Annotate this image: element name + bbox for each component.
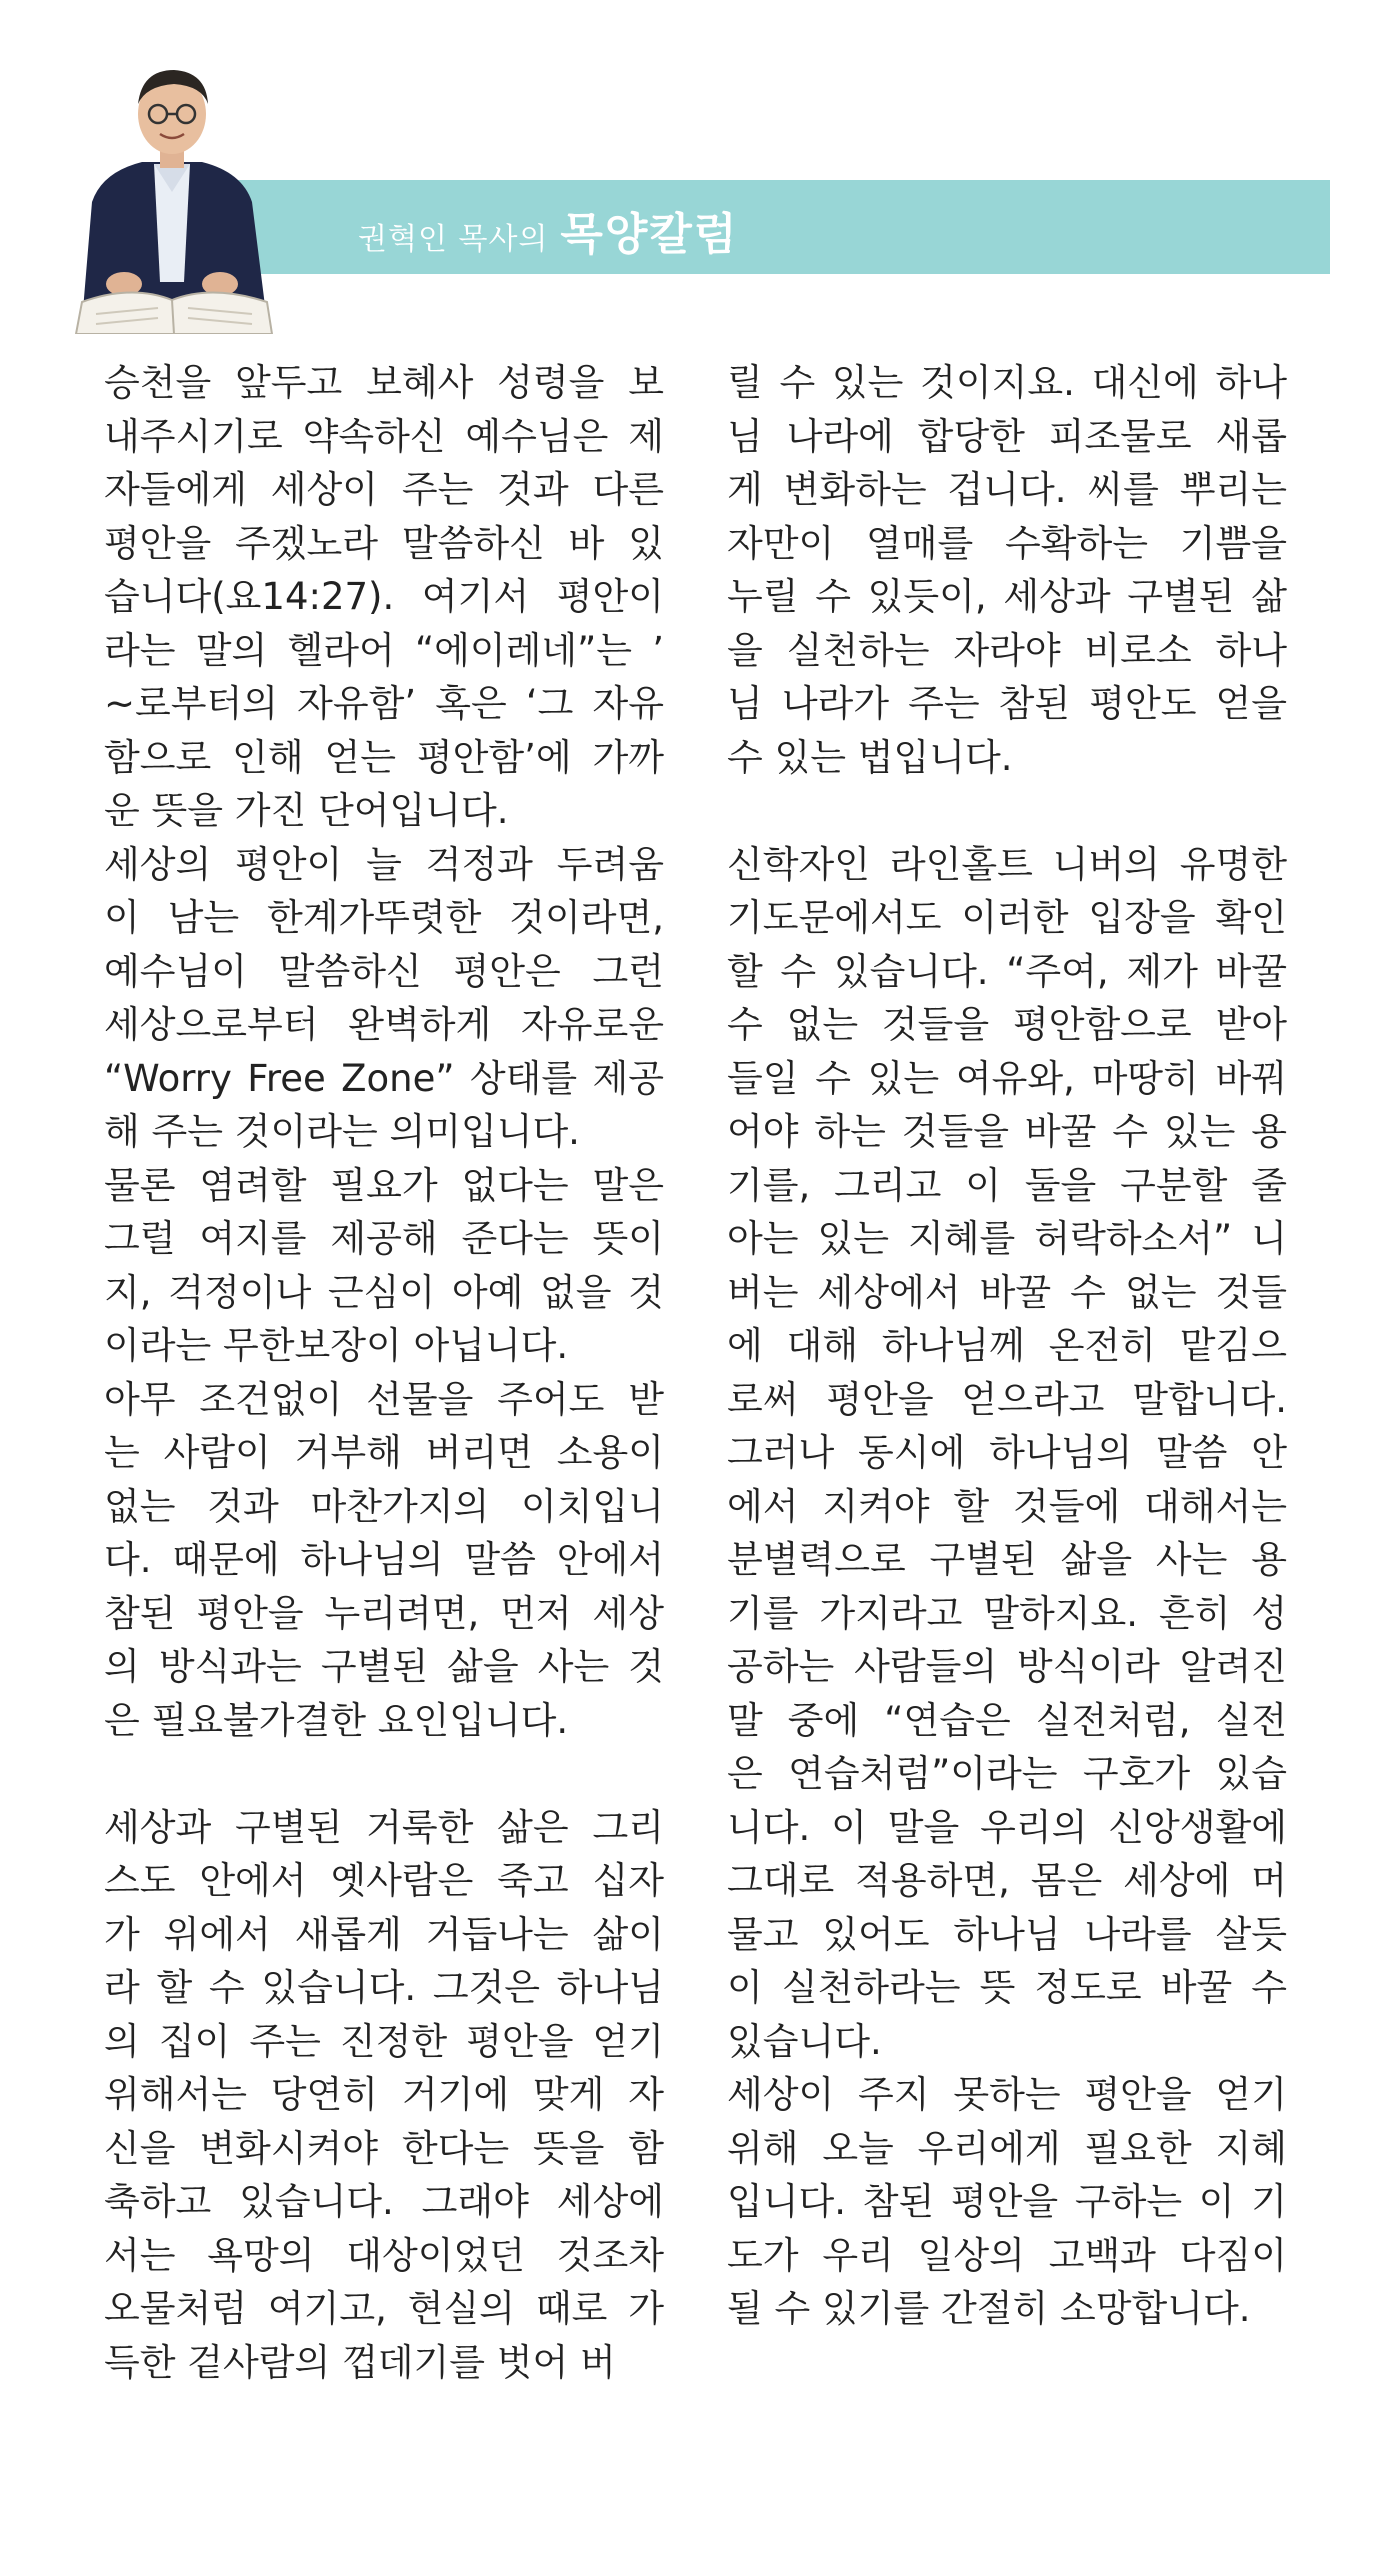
text-line: 라는 말의 헬라어 “에이레네”는 ’ [104,628,664,672]
text-line: 세상의 평안이 늘 걱정과 두려움 [104,842,664,886]
text-line: 물고 있어도 하나님 나라를 살듯 [727,1912,1287,1956]
text-line: 어야 하는 것들을 바꿀 수 있는 용 [727,1110,1287,1153]
text-line: 은 필요불가결한 요인입니다. [104,1698,569,1742]
text-line: 님 나라에 합당한 피조물로 새롭 [727,414,1287,458]
text-line: 입니다. 참된 평안을 구하는 이 기 [727,2180,1287,2223]
text-line: 을 실천하는 자라야 비로소 하나 [727,628,1287,672]
text-line: 득한 겉사람의 껍데기를 벗어 버 [104,2340,616,2384]
text-line: 신을 변화시켜야 한다는 뜻을 함 [104,2126,664,2170]
text-line: 의 집이 주는 진정한 평안을 얻기 [104,2019,664,2063]
text-line: 버는 세상에서 바꿀 수 없는 것들 [727,1270,1287,1314]
text-line: 라 할 수 있습니다. 그것은 하나님 [104,1966,664,2009]
text-line: 오물처럼 여기고, 현실의 때로 가 [104,2287,664,2330]
text-line: 다. 때문에 하나님의 말씀 안에서 [104,1538,664,1581]
text-line: 말 중에 “연습은 실전처럼, 실전 [727,1698,1287,1742]
article-column-right [727,356,1287,2336]
text-line: 기를 가지라고 말하지요. 흔히 성 [727,1591,1287,1635]
text-line: 이 실천하라는 뜻 정도로 바꿀 수 [727,1966,1287,2009]
column-header-title [358,198,738,258]
text-line: 지, 걱정이나 근심이 아예 없을 것 [104,1270,664,1314]
text-line: 게 변화하는 겁니다. 씨를 뿌리는 [727,468,1287,511]
text-line: 누릴 수 있듯이, 세상과 구별된 삶 [727,575,1287,618]
text-line: 자들에게 세상이 주는 것과 다른 [104,468,664,511]
header-main-title: 목양칼럼 [560,209,739,260]
text-line: 그대로 적용하면, 몸은 세상에 머 [727,1859,1287,1902]
text-line: 습니다(요14:27). 여기서 평안이 [104,575,664,618]
text-line: 평안을 주겠노라 말씀하신 바 있 [104,521,664,565]
text-line: 승천을 앞두고 보혜사 성령을 보 [104,361,664,404]
text-line: 들일 수 있는 여유와, 마땅히 바꿔 [727,1056,1287,1100]
paragraph-gap [104,1747,664,1801]
text-line: 그럴 여지를 제공해 준다는 뜻이 [104,1217,664,1260]
text-line: 자만이 열매를 수확하는 기쁨을 [727,521,1287,565]
text-line: 기도문에서도 이러한 입장을 확인 [727,896,1287,939]
text-line: 세상과 구별된 거룩한 삶은 그리 [104,1805,664,1849]
text-line: 아는 있는 지혜를 허락하소서” 니 [727,1217,1287,1260]
text-line: 위해 오늘 우리에게 필요한 지혜 [727,2126,1287,2170]
text-line: 없는 것과 마찬가지의 이치입니 [104,1484,664,1528]
text-line: 서는 욕망의 대상이었던 것조차 [104,2233,664,2277]
text-line: 수 없는 것들을 평안함으로 받아 [727,1003,1287,1046]
text-line: 함으로 인해 얻는 평안함’에 가까 [104,735,664,779]
text-line: 로써 평안을 얻으라고 말합니다. [727,1377,1287,1421]
text-line: 신학자인 라인홀트 니버의 유명한 [727,842,1287,886]
text-line: 있습니다. [727,2019,882,2063]
text-line: 물론 염려할 필요가 없다는 말은 [104,1163,664,1207]
text-line: 이 남는 한계가뚜렷한 것이라면, [104,896,664,939]
text-line: 스도 안에서 옛사람은 죽고 십자 [104,1859,664,1902]
text-line: 릴 수 있는 것이지요. 대신에 하나 [727,361,1287,404]
text-line: 해 주는 것이라는 의미입니다. [104,1110,580,1153]
text-line: ~로부터의 자유함’ 혹은 ‘그 자유 [104,682,664,725]
text-line: 에 대해 하나님께 온전히 맡김으 [727,1324,1287,1367]
text-line: 운 뜻을 가진 단어입니다. [104,789,509,832]
text-line: 니다. 이 말을 우리의 신앙생활에 [727,1805,1287,1849]
text-line: 이라는 무한보장이 아닙니다. [104,1324,569,1367]
text-line: 에서 지켜야 할 것들에 대해서는 [727,1484,1287,1528]
text-line: 될 수 있기를 간절히 소망합니다. [727,2287,1251,2330]
text-line: 할 수 있습니다. “주여, 제가 바꿀 [727,949,1287,993]
text-line: 분별력으로 구별된 삶을 사는 용 [727,1538,1287,1581]
text-line: 님 나라가 주는 참된 평안도 얻을 [727,682,1287,725]
text-line: 는 사람이 거부해 버리면 소용이 [104,1431,664,1474]
pastor-portrait-icon [62,52,282,334]
article-column-left [104,356,664,2389]
text-line: 위해서는 당연히 거기에 맞게 자 [104,2073,664,2116]
header-prefix: 권혁인 목사의 [358,222,549,257]
text-line: 내주시기로 약속하신 예수님은 제 [104,414,664,458]
text-line: 도가 우리 일상의 고백과 다짐이 [727,2233,1287,2277]
text-line: 아무 조건없이 선물을 주어도 받 [104,1377,664,1421]
paragraph-gap [727,784,1287,838]
text-line: 예수님이 말씀하신 평안은 그런 [104,949,664,993]
text-line: 세상으로부터 완벽하게 자유로운 [104,1003,664,1046]
text-line: 참된 평안을 누리려면, 먼저 세상 [104,1591,664,1635]
text-line: 그러나 동시에 하나님의 말씀 안 [727,1431,1287,1474]
text-line: 축하고 있습니다. 그래야 세상에 [104,2180,664,2223]
text-line: 은 연습처럼”이라는 구호가 있습 [727,1752,1287,1795]
text-line: 세상이 주지 못하는 평안을 얻기 [727,2073,1287,2116]
text-line: 가 위에서 새롭게 거듭나는 삶이 [104,1912,664,1956]
text-line: 수 있는 법입니다. [727,735,1013,779]
text-line: 기를, 그리고 이 둘을 구분할 줄 [727,1163,1287,1207]
text-line: “Worry Free Zone” 상태를 제공 [104,1056,664,1100]
text-line: 공하는 사람들의 방식이라 알려진 [727,1645,1287,1688]
text-line: 의 방식과는 구별된 삶을 사는 것 [104,1645,664,1688]
